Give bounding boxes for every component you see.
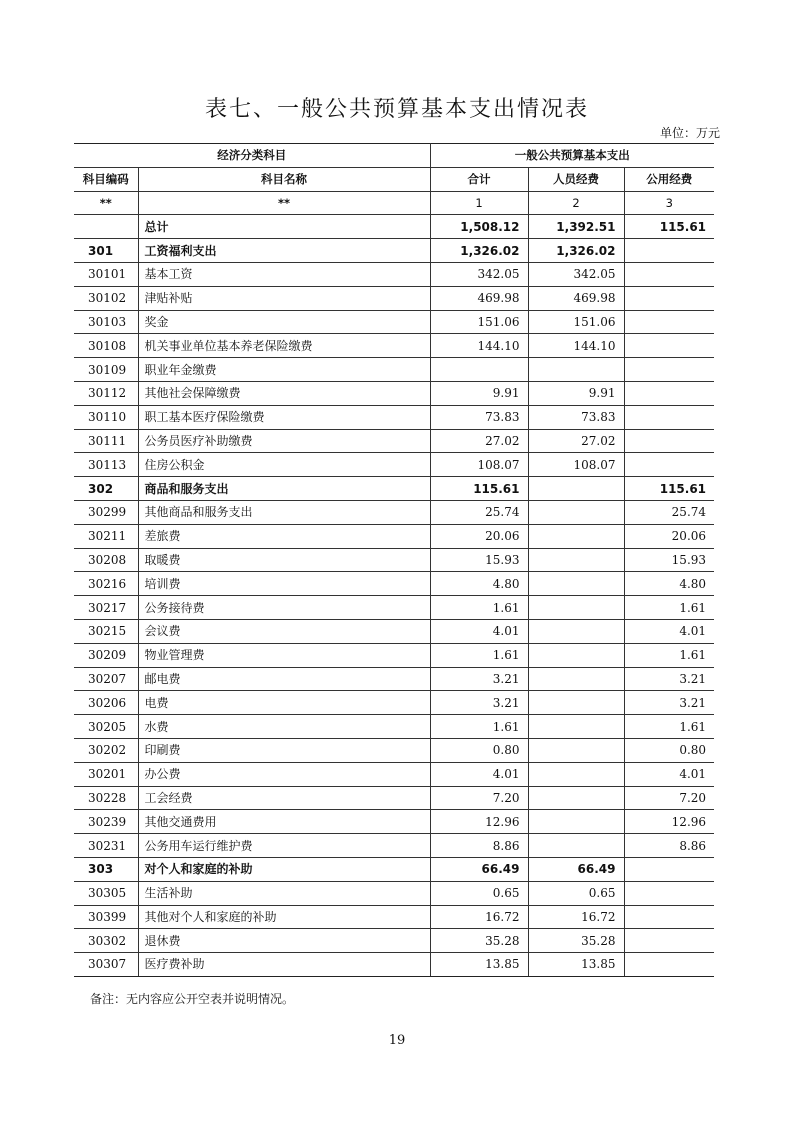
cell-total: 108.07 (430, 453, 528, 477)
cell-personnel: 73.83 (528, 405, 624, 429)
header-name-marker: ** (138, 191, 430, 215)
cell-total: 115.61 (430, 477, 528, 501)
cell-total: 342.05 (430, 262, 528, 286)
table-row (74, 834, 714, 858)
cell-code: 303 (74, 857, 138, 881)
cell-name: 水费 (138, 715, 430, 739)
cell-code: 30211 (74, 524, 138, 548)
cell-public: 12.96 (624, 810, 714, 834)
cell-public: 3.21 (624, 691, 714, 715)
cell-name: 电费 (138, 691, 430, 715)
table-row (74, 905, 714, 929)
cell-total: 4.01 (430, 762, 528, 786)
table-row (74, 881, 714, 905)
cell-public (624, 881, 714, 905)
cell-code: 30111 (74, 429, 138, 453)
footnote: 备注：无内容应公开空表并说明情况。 (90, 992, 295, 1006)
cell-public: 8.86 (624, 834, 714, 858)
cell-total: 15.93 (430, 548, 528, 572)
header-row-index (74, 191, 714, 215)
cell-total: 9.91 (430, 381, 528, 405)
cell-name: 生活补助 (138, 881, 430, 905)
table-row (74, 596, 714, 620)
cell-code: 30231 (74, 834, 138, 858)
cell-personnel (528, 643, 624, 667)
table-row (74, 738, 714, 762)
cell-total: 35.28 (430, 929, 528, 953)
budget-table (74, 143, 714, 977)
cell-personnel (528, 524, 624, 548)
cell-total: 469.98 (430, 286, 528, 310)
table-row (74, 691, 714, 715)
cell-total: 1,326.02 (430, 239, 528, 263)
table-row (74, 453, 714, 477)
cell-total: 66.49 (430, 857, 528, 881)
cell-public: 1.61 (624, 643, 714, 667)
table-row (74, 667, 714, 691)
cell-public: 20.06 (624, 524, 714, 548)
cell-public (624, 334, 714, 358)
cell-personnel (528, 667, 624, 691)
cell-name: 办公费 (138, 762, 430, 786)
cell-total (430, 358, 528, 382)
header-total: 合计 (430, 167, 528, 191)
cell-total: 4.80 (430, 572, 528, 596)
cell-public: 115.61 (624, 215, 714, 239)
cell-total: 4.01 (430, 619, 528, 643)
table-row (74, 310, 714, 334)
cell-total: 1.61 (430, 715, 528, 739)
cell-public (624, 429, 714, 453)
table-row (74, 334, 714, 358)
cell-code: 30102 (74, 286, 138, 310)
table-row (74, 215, 714, 239)
cell-personnel (528, 810, 624, 834)
cell-name: 津贴补贴 (138, 286, 430, 310)
header-personnel: 人员经费 (528, 167, 624, 191)
cell-code: 30215 (74, 619, 138, 643)
cell-code: 30302 (74, 929, 138, 953)
table-row (74, 786, 714, 810)
header-econ-class: 经济分类科目 (74, 144, 430, 168)
table-row (74, 762, 714, 786)
cell-code: 30305 (74, 881, 138, 905)
cell-personnel (528, 358, 624, 382)
table-row (74, 929, 714, 953)
header-code: 科目编码 (74, 167, 138, 191)
cell-code: 30205 (74, 715, 138, 739)
cell-personnel (528, 619, 624, 643)
cell-code: 30112 (74, 381, 138, 405)
table-row (74, 358, 714, 382)
cell-total: 13.85 (430, 953, 528, 977)
cell-name: 会议费 (138, 619, 430, 643)
cell-total: 12.96 (430, 810, 528, 834)
table-row (74, 239, 714, 263)
cell-personnel (528, 738, 624, 762)
cell-name: 其他社会保障缴费 (138, 381, 430, 405)
cell-name: 职工基本医疗保险缴费 (138, 405, 430, 429)
table-row (74, 429, 714, 453)
cell-personnel: 35.28 (528, 929, 624, 953)
cell-name: 其他交通费用 (138, 810, 430, 834)
cell-personnel: 0.65 (528, 881, 624, 905)
cell-public (624, 929, 714, 953)
cell-total: 25.74 (430, 500, 528, 524)
cell-name: 对个人和家庭的补助 (138, 857, 430, 881)
cell-personnel (528, 715, 624, 739)
cell-total: 20.06 (430, 524, 528, 548)
cell-personnel (528, 786, 624, 810)
cell-public (624, 857, 714, 881)
table-row (74, 381, 714, 405)
cell-name: 住房公积金 (138, 453, 430, 477)
table-row (74, 810, 714, 834)
cell-personnel: 151.06 (528, 310, 624, 334)
header-col1: 1 (430, 191, 528, 215)
cell-personnel: 13.85 (528, 953, 624, 977)
cell-total: 16.72 (430, 905, 528, 929)
cell-code: 30109 (74, 358, 138, 382)
cell-personnel (528, 834, 624, 858)
cell-code: 301 (74, 239, 138, 263)
cell-personnel (528, 548, 624, 572)
table-row (74, 524, 714, 548)
cell-public: 4.01 (624, 762, 714, 786)
cell-public: 1.61 (624, 596, 714, 620)
cell-name: 公务员医疗补助缴费 (138, 429, 430, 453)
cell-code: 30201 (74, 762, 138, 786)
cell-code: 30216 (74, 572, 138, 596)
table-row (74, 500, 714, 524)
cell-name: 公务用车运行维护费 (138, 834, 430, 858)
cell-personnel (528, 572, 624, 596)
cell-code: 30110 (74, 405, 138, 429)
table-row (74, 286, 714, 310)
cell-total: 7.20 (430, 786, 528, 810)
header-row-group (74, 144, 714, 168)
cell-name: 差旅费 (138, 524, 430, 548)
header-code-marker: ** (74, 191, 138, 215)
cell-public: 3.21 (624, 667, 714, 691)
cell-total: 1,508.12 (430, 215, 528, 239)
cell-personnel: 144.10 (528, 334, 624, 358)
cell-personnel: 1,392.51 (528, 215, 624, 239)
cell-code: 30217 (74, 596, 138, 620)
cell-name: 基本工资 (138, 262, 430, 286)
cell-personnel: 1,326.02 (528, 239, 624, 263)
cell-personnel (528, 762, 624, 786)
cell-public (624, 310, 714, 334)
header-basic-expense: 一般公共预算基本支出 (430, 144, 714, 168)
cell-public: 1.61 (624, 715, 714, 739)
cell-code: 30228 (74, 786, 138, 810)
cell-code: 30207 (74, 667, 138, 691)
cell-total: 1.61 (430, 596, 528, 620)
cell-public: 25.74 (624, 500, 714, 524)
cell-name: 公务接待费 (138, 596, 430, 620)
cell-personnel: 342.05 (528, 262, 624, 286)
cell-name: 工资福利支出 (138, 239, 430, 263)
cell-personnel: 16.72 (528, 905, 624, 929)
cell-code: 30101 (74, 262, 138, 286)
cell-total: 3.21 (430, 667, 528, 691)
cell-personnel: 469.98 (528, 286, 624, 310)
cell-public (624, 953, 714, 977)
cell-total: 151.06 (430, 310, 528, 334)
cell-public (624, 262, 714, 286)
cell-code: 30299 (74, 500, 138, 524)
cell-personnel: 108.07 (528, 453, 624, 477)
cell-code: 30399 (74, 905, 138, 929)
header-col2: 2 (528, 191, 624, 215)
cell-name: 商品和服务支出 (138, 477, 430, 501)
cell-name: 总计 (138, 215, 430, 239)
cell-personnel: 9.91 (528, 381, 624, 405)
cell-public: 4.01 (624, 619, 714, 643)
cell-public (624, 405, 714, 429)
header-col3: 3 (624, 191, 714, 215)
table-row (74, 953, 714, 977)
cell-name: 职业年金缴费 (138, 358, 430, 382)
cell-public: 0.80 (624, 738, 714, 762)
table-row (74, 262, 714, 286)
cell-total: 0.80 (430, 738, 528, 762)
page-title: 表七、一般公共预算基本支出情况表 (204, 97, 589, 122)
cell-public: 4.80 (624, 572, 714, 596)
cell-code: 30202 (74, 738, 138, 762)
table-row (74, 572, 714, 596)
header-name: 科目名称 (138, 167, 430, 191)
cell-public (624, 358, 714, 382)
cell-code: 30113 (74, 453, 138, 477)
cell-public: 7.20 (624, 786, 714, 810)
cell-personnel (528, 500, 624, 524)
header-public: 公用经费 (624, 167, 714, 191)
table-row (74, 548, 714, 572)
table-row (74, 405, 714, 429)
table-row (74, 857, 714, 881)
cell-personnel: 66.49 (528, 857, 624, 881)
cell-total: 3.21 (430, 691, 528, 715)
cell-public (624, 381, 714, 405)
cell-name: 机关事业单位基本养老保险缴费 (138, 334, 430, 358)
cell-public (624, 239, 714, 263)
cell-personnel (528, 477, 624, 501)
cell-name: 培训费 (138, 572, 430, 596)
cell-public (624, 905, 714, 929)
cell-code: 30239 (74, 810, 138, 834)
page-number: 19 (388, 1033, 406, 1048)
cell-code: 30108 (74, 334, 138, 358)
cell-personnel (528, 596, 624, 620)
cell-name: 奖金 (138, 310, 430, 334)
unit-label: 单位：万元 (659, 126, 720, 140)
cell-total: 144.10 (430, 334, 528, 358)
table-row (74, 619, 714, 643)
cell-code: 30103 (74, 310, 138, 334)
cell-personnel: 27.02 (528, 429, 624, 453)
cell-code (74, 215, 138, 239)
cell-name: 工会经费 (138, 786, 430, 810)
cell-name: 取暖费 (138, 548, 430, 572)
cell-code: 302 (74, 477, 138, 501)
cell-public: 15.93 (624, 548, 714, 572)
cell-name: 其他对个人和家庭的补助 (138, 905, 430, 929)
cell-personnel (528, 691, 624, 715)
cell-code: 30209 (74, 643, 138, 667)
cell-code: 30208 (74, 548, 138, 572)
cell-name: 邮电费 (138, 667, 430, 691)
cell-total: 8.86 (430, 834, 528, 858)
cell-public: 115.61 (624, 477, 714, 501)
cell-total: 27.02 (430, 429, 528, 453)
cell-name: 印刷费 (138, 738, 430, 762)
cell-total: 73.83 (430, 405, 528, 429)
cell-public (624, 453, 714, 477)
table-row (74, 477, 714, 501)
cell-name: 退休费 (138, 929, 430, 953)
cell-name: 其他商品和服务支出 (138, 500, 430, 524)
cell-code: 30307 (74, 953, 138, 977)
header-row-columns (74, 167, 714, 191)
table-row (74, 643, 714, 667)
table-row (74, 715, 714, 739)
cell-total: 0.65 (430, 881, 528, 905)
cell-name: 物业管理费 (138, 643, 430, 667)
cell-total: 1.61 (430, 643, 528, 667)
cell-public (624, 286, 714, 310)
cell-name: 医疗费补助 (138, 953, 430, 977)
cell-code: 30206 (74, 691, 138, 715)
